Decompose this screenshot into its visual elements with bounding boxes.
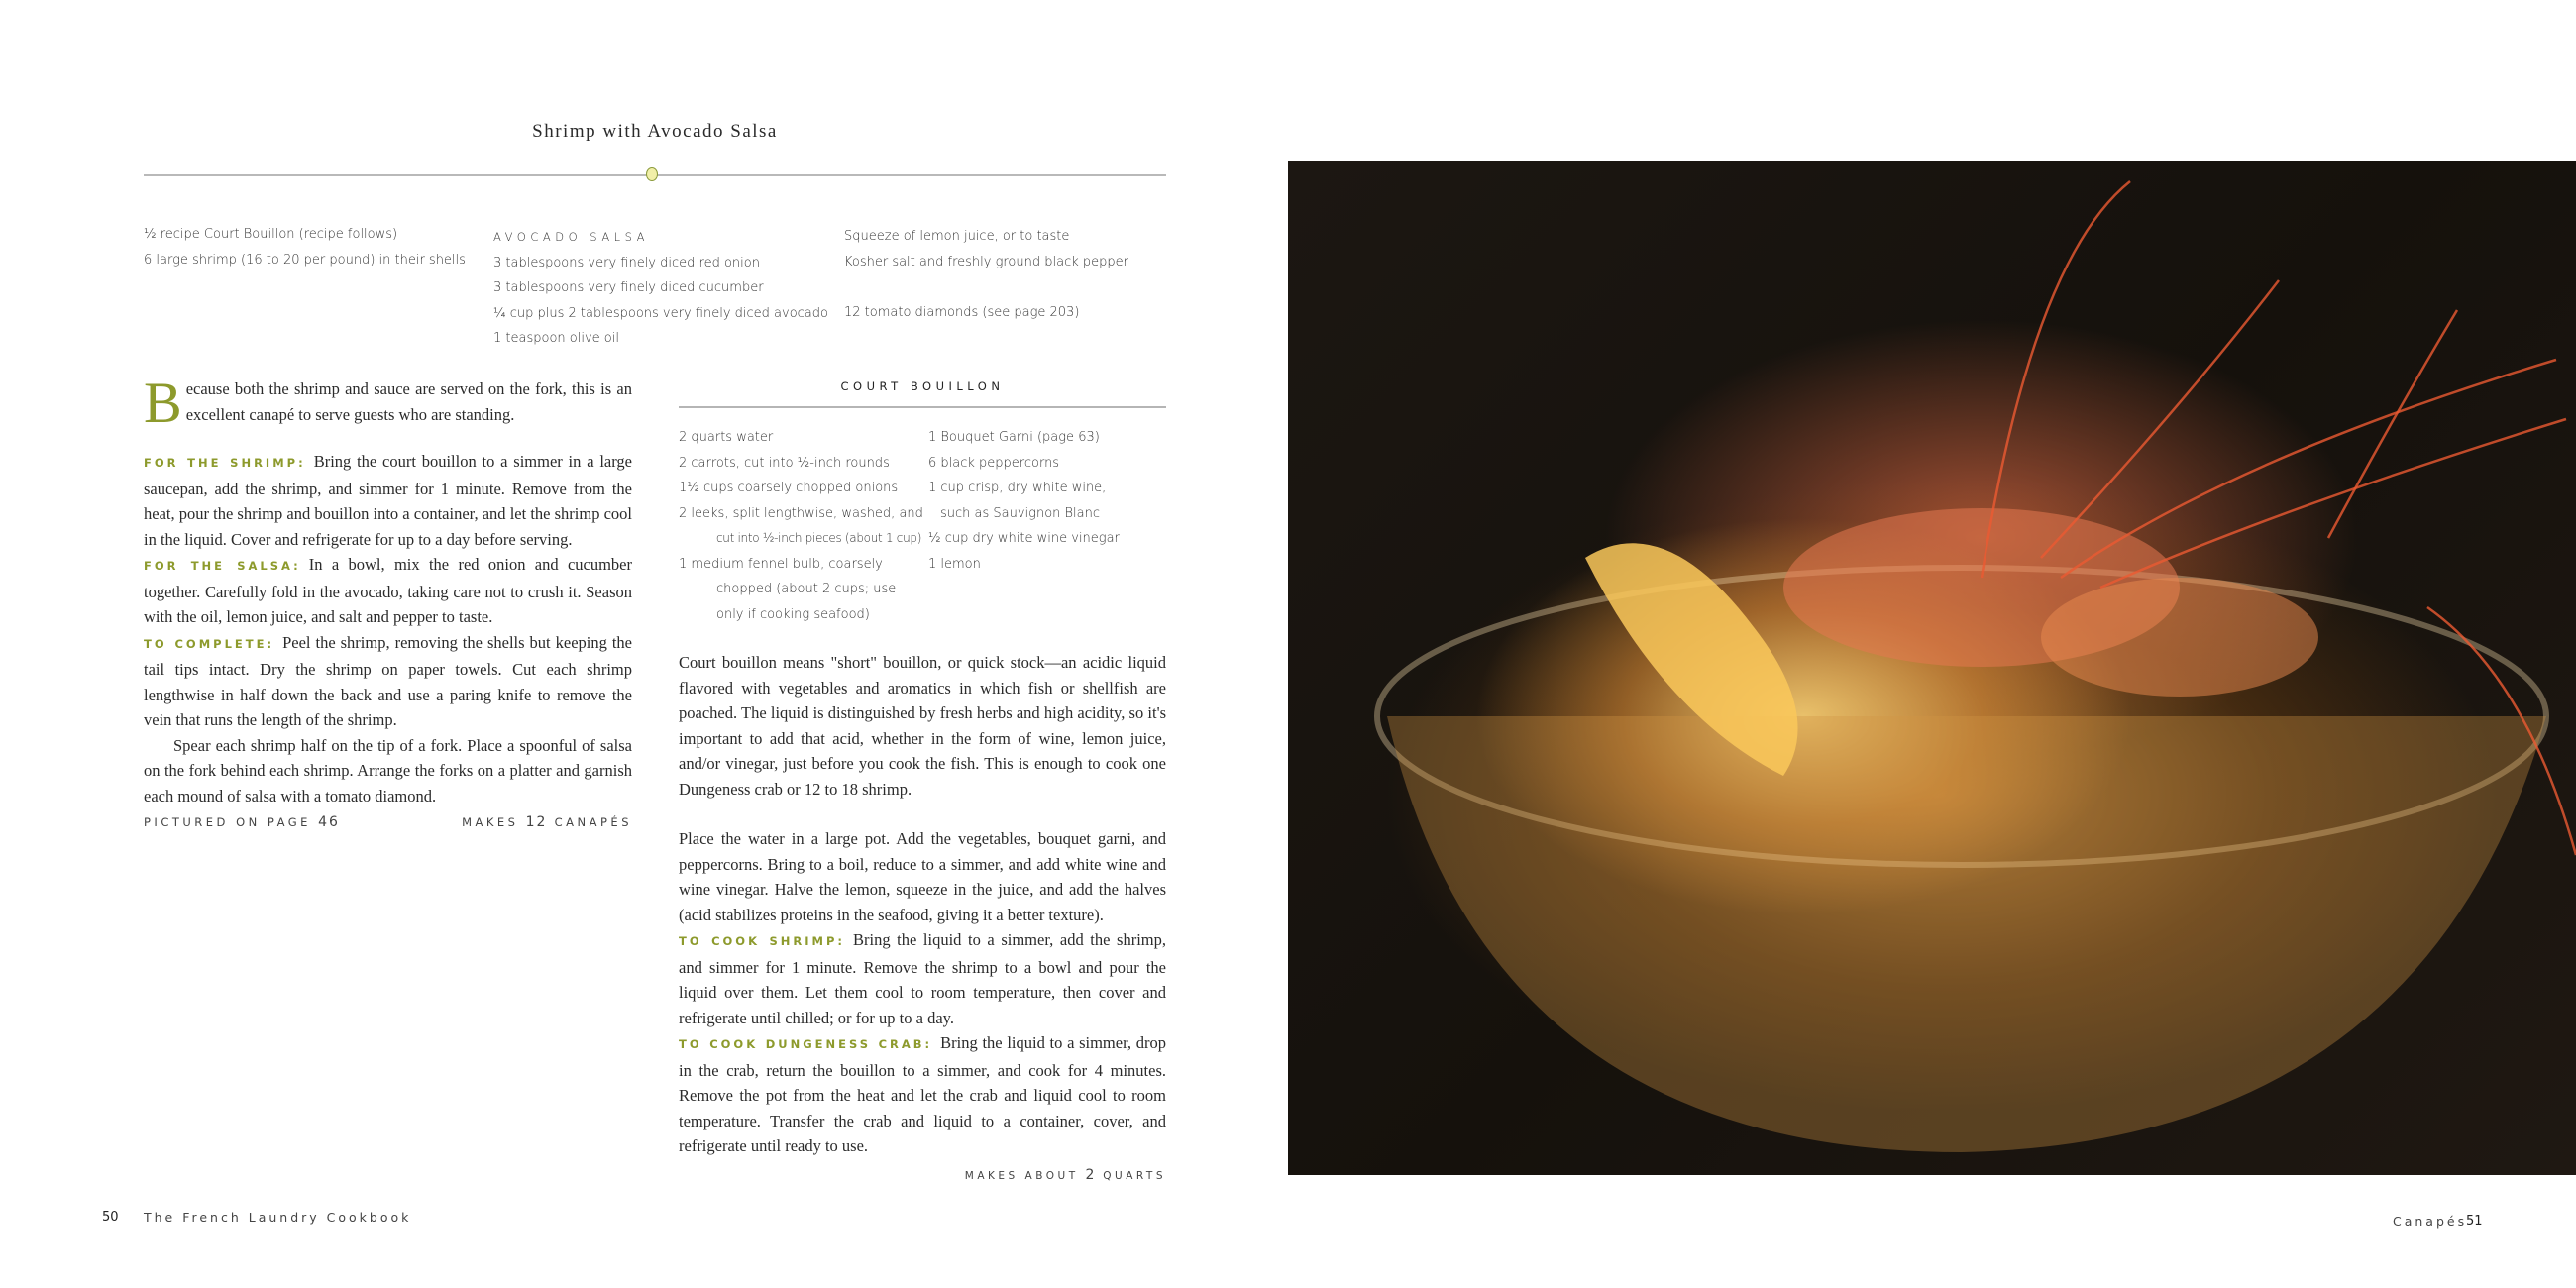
ingredient: chopped (about 2 cups; use — [716, 582, 897, 596]
bouillon-ingredients-column-2 — [928, 425, 1120, 577]
ingredient: Kosher salt and freshly ground black pepper — [844, 254, 1128, 269]
divider-ornament-icon — [646, 167, 658, 181]
ingredient: 12 tomato diamonds (see page 203) — [844, 304, 1080, 320]
step-paragraph — [679, 1030, 1166, 1159]
bowl-body — [1387, 716, 2546, 1152]
salsa-heading: AVOCADO SALSA — [493, 230, 649, 244]
step-paragraph — [144, 630, 632, 733]
ingredient: ¼ cup plus 2 tablespoons very finely diced avocado — [493, 305, 828, 321]
step-label: TO COOK SHRIMP: — [679, 934, 845, 948]
left-page-number: 50 — [102, 1210, 119, 1225]
yield-note: MAKES 12 CANAPÉS — [462, 814, 632, 830]
step-text: Peel the shrimp, removing the shells but keeping the tail tips intact. Dry the shrimp on paper towels. Cut each shrimp lengthwise in half down the back and use a paring knife to remove the vein that runs the length of the shrimp. — [144, 632, 632, 729]
shrimp-bowl-photo — [1288, 161, 2576, 1175]
recipe-method — [144, 371, 632, 836]
ingredient: 1½ cups coarsely chopped onions — [679, 481, 899, 495]
court-bouillon-heading: COURT BOUILLON — [840, 379, 1005, 393]
ingredient: 6 large shrimp (16 to 20 per pound) in their shells — [144, 252, 466, 268]
step-label: FOR THE SALSA: — [144, 559, 301, 573]
ingredient: 1 Bouquet Garni (page 63) — [928, 430, 1100, 445]
bouillon-ingredients-column-1 — [679, 425, 923, 627]
ingredient: 2 carrots, cut into ½-inch rounds — [679, 455, 890, 471]
ingredient: 1 medium fennel bulb, coarsely — [679, 556, 883, 572]
ingredient: ½ cup dry white wine vinegar — [928, 531, 1120, 546]
step-label: TO COOK DUNGENESS CRAB: — [679, 1037, 933, 1051]
recipe-footnotes — [144, 810, 632, 836]
ingredient: 2 quarts water — [679, 430, 774, 445]
left-running-head: The French Laundry Cookbook — [144, 1210, 412, 1225]
recipe-title: Shrimp with Avocado Salsa — [532, 121, 778, 142]
step-text: Bring the court bouillon to a simmer in a large saucepan, add the shrimp, and simmer for 1 minute. Remove from the heat, pour the shrimp and bouillon into a container, and let the shrimp cool in the liquid. Cover and refrigerate for up to a day before serving. — [144, 452, 632, 549]
final-paragraph: Spear each shrimp half on the tip of a fork. Place a spoonful of salsa on the fork behind each shrimp. Arrange the forks on a platter and garnish each mound of salsa with a tomato diamond. — [144, 735, 632, 805]
step-text: Bring the liquid to a simmer, drop in the crab, return the bouillon to a simmer, and cook for 4 minutes. Remove the pot from the heat and let the crab and liquid cool to room temperature. Transfer the crab and liquid to a container, cover, and refrigerate until ready to use. — [679, 1033, 1166, 1155]
ingredient: cut into ½-inch pieces (about 1 cup) — [716, 531, 922, 545]
bouillon-method: Place the water in a large pot. Add the vegetables, bouquet garni, and peppercorns. Bring to a boil, reduce to a simmer, and add white wine and wine vinegar. Halve the lemon, squeeze in the juice, and add the halves (acid stabilizes proteins in the seafood, giving it a better texture). — [679, 829, 1166, 924]
step-paragraph — [144, 552, 632, 630]
pictured-note: PICTURED ON PAGE 46 — [144, 814, 340, 830]
step-paragraph — [144, 449, 632, 552]
step-label: FOR THE SHRIMP: — [144, 456, 306, 470]
ingredients-column-3 — [844, 224, 1128, 325]
drop-cap: B — [144, 371, 182, 435]
step-label: TO COMPLETE: — [144, 636, 275, 651]
shrimp-body — [2041, 578, 2318, 697]
ingredient: such as Sauvignon Blanc — [940, 505, 1101, 521]
ingredient: 2 leeks, split lengthwise, washed, and — [679, 505, 923, 521]
ingredient: Squeeze of lemon juice, or to taste — [844, 229, 1070, 244]
bouillon-yield: MAKES ABOUT 2 QUARTS — [964, 1166, 1166, 1183]
right-running-head: Canapés — [2393, 1214, 2468, 1229]
ingredient: 3 tablespoons very finely diced red onion — [493, 255, 760, 270]
ingredients-column-1 — [144, 222, 466, 272]
step-text: Bring the liquid to a simmer, add the shrimp, and simmer for 1 minute. Remove the shrimp to a bowl and pour the liquid over them. Let them cool to room temperature, then cover and refrigerate until chilled; or for up to a day. — [679, 930, 1166, 1027]
ingredient: ½ recipe Court Bouillon (recipe follows) — [144, 227, 398, 242]
bouillon-text — [679, 650, 1166, 1189]
ingredient: 1 cup crisp, dry white wine, — [928, 481, 1107, 495]
bouillon-description: Court bouillon means "short" bouillon, or quick stock—an acidic liquid flavored with vegetables and aromatics in which fish or shellfish are poached. The liquid is distinguished by fresh herbs and high acidity, so it's important to add that acid, whether in the form of wine, lemon juice, and/or vinegar, just before you cook the fish. This is enough to cook one Dungeness crab or 12 to 18 shrimp. — [679, 653, 1166, 799]
section-divider — [679, 406, 1166, 408]
ingredients-column-2 — [493, 225, 828, 352]
ingredient: 3 tablespoons very finely diced cucumber — [493, 280, 764, 295]
ingredient: 1 teaspoon olive oil — [493, 331, 619, 346]
right-page-number: 51 — [2466, 1214, 2483, 1229]
step-text: In a bowl, mix the red onion and cucumber together. Carefully fold in the avocado, taking care not to crush it. Season with the oil, lemon juice, and salt and pepper to taste. — [144, 555, 632, 626]
step-paragraph — [679, 927, 1166, 1030]
ingredient: 6 black peppercorns — [928, 455, 1060, 471]
intro-text: ecause both the shrimp and sauce are served on the fork, this is an excellent canapé to serve guests who are standing. — [185, 379, 632, 424]
ingredient: 1 lemon — [928, 556, 981, 572]
photo-illustration — [1288, 161, 2576, 1175]
intro-paragraph — [144, 371, 632, 435]
ingredient: only if cooking seafood) — [716, 606, 870, 622]
